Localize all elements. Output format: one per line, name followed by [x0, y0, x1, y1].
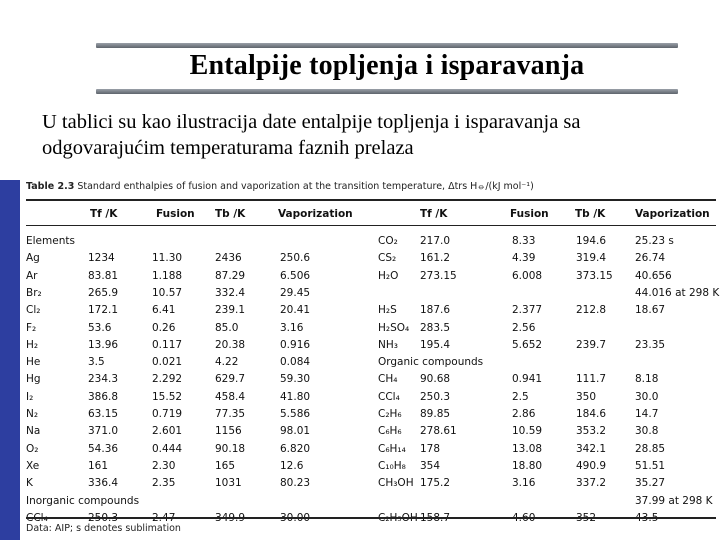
right-row-12-vap: 28.85	[635, 442, 666, 455]
left-row-2-name: Ar	[26, 269, 38, 282]
right-row-11-name: C₆H₆	[378, 425, 402, 438]
right-row-13-name: C₁₀H₈	[378, 459, 406, 472]
right-row-11-fus: 10.59	[512, 425, 543, 438]
right-row-6-tf: 195.4	[420, 338, 451, 351]
right-row-14-vap: 35.27	[635, 477, 666, 490]
right-row-11-tf: 278.61	[420, 425, 457, 438]
left-row-12-tf: 54.36	[88, 442, 119, 455]
left-row-3-name: Br₂	[26, 286, 42, 299]
header-left-fusion: Fusion	[156, 208, 195, 220]
left-row-1-tb: 2436	[215, 252, 242, 265]
left-row-10-name: N₂	[26, 408, 39, 420]
right-row-9-name: CCl₄	[378, 390, 400, 403]
intro-line-2: odgovarajućim temperaturama faznih prelaza	[42, 137, 414, 159]
left-row-6-vap: 0.916	[280, 338, 311, 351]
table-top-rule	[26, 199, 716, 201]
left-row-2-fus: 1.188	[152, 269, 183, 282]
right-row-6-vap: 23.35	[635, 338, 666, 351]
left-row-6-tb: 20.38	[215, 338, 246, 351]
header-right-vaporization: Vaporization	[635, 208, 710, 220]
table-bottom-rule	[26, 517, 716, 519]
left-row-3-vap: 29.45	[280, 286, 311, 299]
right-row-10-tf: 89.85	[420, 408, 451, 420]
right-row-7-name: Organic compounds	[378, 356, 484, 369]
left-row-1-tf: 1234	[88, 252, 115, 265]
right-row-14-tf: 175.2	[420, 477, 451, 490]
left-row-3-fus: 10.57	[152, 286, 183, 299]
left-row-8-name: Hg	[26, 373, 41, 386]
left-row-8-fus: 2.292	[152, 373, 183, 386]
left-row-8-tb: 629.7	[215, 373, 246, 386]
title-top-rule	[96, 43, 678, 48]
header-right-tf: Tf /K	[420, 208, 448, 220]
left-row-9-name: I₂	[26, 390, 34, 403]
left-row-10-vap: 5.586	[280, 408, 311, 420]
right-row-9-tf: 250.3	[420, 390, 451, 403]
enthalpy-table	[20, 175, 720, 540]
right-row-6-fus: 5.652	[512, 338, 543, 351]
left-row-12-tb: 90.18	[215, 442, 246, 455]
left-row-13-name: Xe	[26, 459, 40, 472]
slide-decoration-edge	[0, 180, 20, 540]
right-row-2-tb: 373.15	[576, 269, 613, 282]
right-row-8-tb: 111.7	[576, 373, 607, 386]
left-row-3-tf: 265.9	[88, 286, 119, 299]
right-row-12-tb: 342.1	[576, 442, 607, 455]
right-row-9-vap: 30.0	[635, 390, 659, 403]
left-row-11-vap: 98.01	[280, 425, 311, 438]
left-row-6-tf: 13.96	[88, 338, 119, 351]
left-row-15-name: Inorganic compounds	[26, 494, 140, 507]
left-row-4-fus: 6.41	[152, 304, 176, 317]
left-row-11-tb: 1156	[215, 425, 242, 438]
header-left-tf: Tf /K	[90, 208, 118, 220]
right-row-14-name: CH₃OH	[378, 477, 414, 490]
left-row-4-vap: 20.41	[280, 304, 311, 317]
left-row-2-tf: 83.81	[88, 269, 119, 282]
left-row-12-name: O₂	[26, 442, 39, 455]
right-row-10-fus: 2.86	[512, 408, 536, 420]
left-row-11-name: Na	[26, 425, 41, 438]
right-row-10-tb: 184.6	[576, 408, 607, 420]
right-row-4-tb: 212.8	[576, 304, 607, 317]
left-row-5-tb: 85.0	[215, 321, 239, 334]
right-row-4-name: H₂S	[378, 304, 397, 317]
right-row-1-fus: 4.39	[512, 252, 536, 265]
left-row-1-vap: 250.6	[280, 252, 311, 265]
right-row-14-tb: 337.2	[576, 477, 607, 490]
right-row-9-tb: 350	[576, 390, 597, 403]
left-row-9-vap: 41.80	[280, 390, 311, 403]
right-row-8-tf: 90.68	[420, 373, 451, 386]
left-row-10-tb: 77.35	[215, 408, 246, 420]
right-row-15-vap: 37.99 at 298 K	[635, 494, 713, 507]
right-row-1-tb: 319.4	[576, 252, 607, 265]
left-row-1-name: Ag	[26, 252, 40, 265]
left-row-2-vap: 6.506	[280, 269, 311, 282]
right-row-14-fus: 3.16	[512, 477, 536, 490]
right-row-1-vap: 26.74	[635, 252, 666, 265]
left-row-5-tf: 53.6	[88, 321, 112, 334]
left-row-14-vap: 80.23	[280, 477, 311, 490]
left-row-4-name: Cl₂	[26, 304, 41, 317]
right-row-6-name: NH₃	[378, 338, 398, 351]
right-row-4-vap: 18.67	[635, 304, 666, 317]
left-row-14-tf: 336.4	[88, 477, 119, 490]
left-row-13-tf: 161	[88, 459, 109, 472]
left-row-10-tf: 63.15	[88, 408, 119, 420]
right-row-2-tf: 273.15	[420, 269, 457, 282]
left-row-9-fus: 15.52	[152, 390, 183, 403]
left-row-12-vap: 6.820	[280, 442, 311, 455]
left-row-0-name: Elements	[26, 235, 75, 247]
left-row-14-name: K	[26, 477, 33, 490]
right-row-5-tf: 283.5	[420, 321, 451, 334]
right-row-0-tf: 217.0	[420, 235, 451, 247]
right-row-13-fus: 18.80	[512, 459, 543, 472]
left-row-12-fus: 0.444	[152, 442, 183, 455]
table-header-rule	[26, 225, 716, 226]
right-row-6-tb: 239.7	[576, 338, 607, 351]
left-row-5-vap: 3.16	[280, 321, 304, 334]
right-row-8-name: CH₄	[378, 373, 398, 386]
header-right-tb: Tb /K	[575, 208, 606, 220]
right-row-13-tb: 490.9	[576, 459, 607, 472]
slide-title: Entalpije topljenja i isparavanja	[189, 50, 585, 81]
intro-text	[42, 109, 702, 161]
right-row-2-vap: 40.656	[635, 269, 672, 282]
left-row-5-name: F₂	[26, 321, 37, 334]
right-row-0-vap: 25.23 s	[635, 235, 674, 247]
left-row-11-fus: 2.601	[152, 425, 183, 438]
header-left-tb: Tb /K	[215, 208, 246, 220]
right-row-13-vap: 51.51	[635, 459, 666, 472]
right-row-11-vap: 30.8	[635, 425, 659, 438]
left-row-6-name: H₂	[26, 338, 39, 351]
left-row-7-fus: 0.021	[152, 356, 183, 369]
right-row-8-fus: 0.941	[512, 373, 543, 386]
right-row-12-fus: 13.08	[512, 442, 543, 455]
table-caption-label: Table 2.3	[26, 181, 75, 192]
left-row-4-tf: 172.1	[88, 304, 119, 317]
left-row-4-tb: 239.1	[215, 304, 246, 317]
left-row-9-tb: 458.4	[215, 390, 246, 403]
left-row-11-tf: 371.0	[88, 425, 119, 438]
left-row-14-fus: 2.35	[152, 477, 176, 490]
left-row-7-tf: 3.5	[88, 356, 105, 369]
left-row-10-fus: 0.719	[152, 408, 183, 420]
right-row-12-name: C₆H₁₄	[378, 442, 406, 455]
right-row-2-name: H₂O	[378, 269, 399, 282]
right-row-9-fus: 2.5	[512, 390, 529, 403]
left-row-1-fus: 11.30	[152, 252, 183, 265]
right-row-11-tb: 353.2	[576, 425, 607, 438]
table-footer: Data: AIP; s denotes sublimation	[26, 523, 181, 534]
right-row-0-name: CO₂	[378, 235, 398, 247]
right-row-8-vap: 8.18	[635, 373, 659, 386]
left-row-2-tb: 87.29	[215, 269, 246, 282]
left-row-13-fus: 2.30	[152, 459, 176, 472]
left-row-3-tb: 332.4	[215, 286, 246, 299]
left-row-13-tb: 165	[215, 459, 236, 472]
left-row-5-fus: 0.26	[152, 321, 176, 334]
right-row-3-vap: 44.016 at 298 K	[635, 286, 720, 299]
right-row-10-vap: 14.7	[635, 408, 659, 420]
right-row-2-fus: 6.008	[512, 269, 543, 282]
right-row-12-tf: 178	[420, 442, 441, 455]
right-row-0-tb: 194.6	[576, 235, 607, 247]
header-left-vaporization: Vaporization	[278, 208, 353, 220]
right-row-10-name: C₂H₆	[378, 408, 402, 420]
right-row-1-name: CS₂	[378, 252, 397, 265]
left-row-9-tf: 386.8	[88, 390, 119, 403]
right-row-5-fus: 2.56	[512, 321, 536, 334]
right-row-13-tf: 354	[420, 459, 441, 472]
left-row-7-name: He	[26, 356, 41, 369]
left-row-8-tf: 234.3	[88, 373, 119, 386]
intro-line-1: U tablici su kao ilustracija date entalpije topljenja i isparavanja sa	[42, 111, 581, 133]
left-row-8-vap: 59.30	[280, 373, 311, 386]
right-row-4-fus: 2.377	[512, 304, 543, 317]
left-row-13-vap: 12.6	[280, 459, 304, 472]
header-right-fusion: Fusion	[510, 208, 549, 220]
table-caption	[26, 181, 534, 192]
right-row-4-tf: 187.6	[420, 304, 451, 317]
right-row-0-fus: 8.33	[512, 235, 536, 247]
right-row-1-tf: 161.2	[420, 252, 451, 265]
left-row-14-tb: 1031	[215, 477, 242, 490]
right-row-5-name: H₂SO₄	[378, 321, 410, 334]
title-bottom-rule	[96, 89, 678, 94]
left-row-7-tb: 4.22	[215, 356, 239, 369]
left-row-7-vap: 0.084	[280, 356, 311, 369]
left-row-6-fus: 0.117	[152, 338, 183, 351]
table-caption-text: Standard enthalpies of fusion and vaporization at the transition temperature, Δtrs H⦵/(kJ mol⁻¹)	[77, 181, 534, 192]
